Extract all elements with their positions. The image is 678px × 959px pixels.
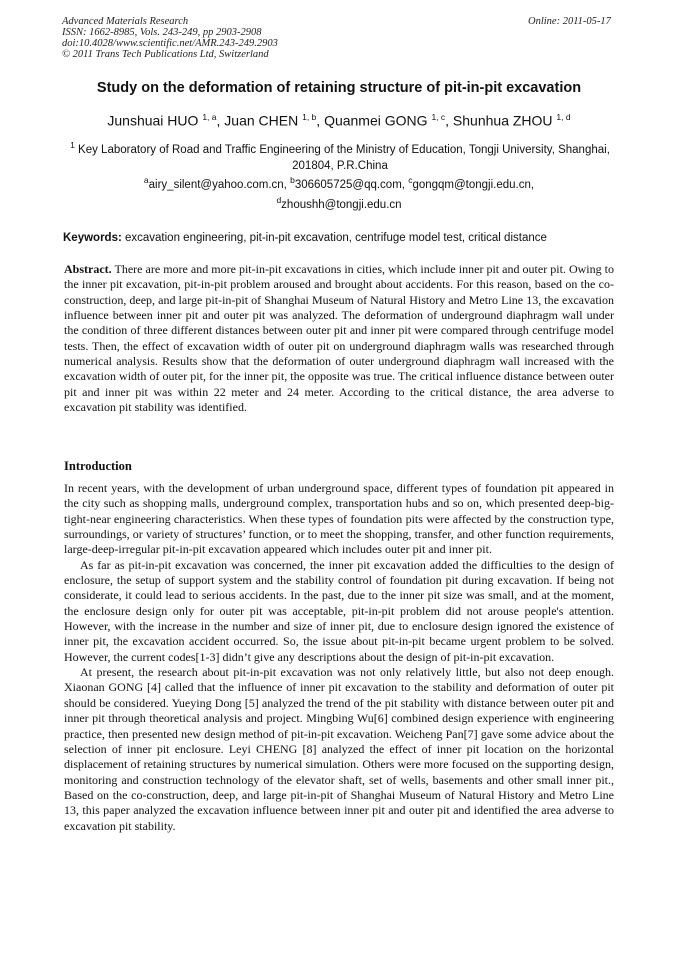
issn-line: ISSN: 1662-8985, Vols. 243-249, pp 2903-2908 — [62, 27, 262, 38]
abstract-text: There are more and more pit-in-pit excavations in cities, which include inner pit and outer pit. Owing to the inner pit excavation, pit-in-pit problem aroused and brought about accidents. For this reason, based on the co-construction, deep, and large pit-in-pit of Shanghai Museum of Natural History and Metro Line 13, the excavation influence between inner pit and outer pit was analyzed. The deformation of underground diaphragm wall under the condition of three different distances between outer pit and inner pit were compared through centrifuge model tests. Then, the effect of excavation width of outer pit on underground diaphragm walls was researched through numerical analysis. Results show that the deformation of outer underground diaphragm wall increased with the excavation width of outer pit, for the inner pit, the opposite was true. The critical influence distance between outer pit and inner pit was within 22 meter and 24 meter. According to the critical distance, the area adverse to excavation pit stability was identified. — [64, 262, 614, 415]
email-sup: b — [290, 175, 295, 185]
affiliation — [66, 137, 614, 175]
copyright-line: © 2011 Trans Tech Publications Ltd, Switzerland — [62, 49, 269, 60]
email-c: gongqm@tongji.edu.cn, — [412, 178, 535, 191]
email-d: zhoushh@tongji.edu.cn — [281, 198, 402, 211]
keywords — [63, 232, 547, 244]
paper-title: Study on the deformation of retaining structure of pit-in-pit excavation — [96, 80, 582, 96]
keywords-label: Keywords: — [63, 232, 122, 244]
affiliation-sup: 1 — [70, 140, 75, 150]
author-sup: 1, a — [202, 112, 217, 122]
author-name: Shunhua ZHOU — [452, 112, 553, 129]
email-line-1 — [0, 175, 678, 191]
email-a: airy_silent@yahoo.com.cn, — [148, 178, 287, 191]
introduction-body — [64, 481, 614, 834]
author-sup: 1, c — [431, 112, 446, 122]
abstract-label: Abstract. — [64, 262, 112, 276]
journal-name: Advanced Materials Research — [62, 16, 189, 27]
email-b: 306605725@qq.com, — [294, 178, 405, 191]
author-name: Juan CHEN — [224, 112, 299, 129]
abstract — [64, 262, 614, 415]
author-sup: 1, b — [302, 112, 317, 122]
online-date: Online: 2011-05-17 — [528, 16, 611, 27]
email-sup: c — [408, 175, 413, 185]
author-list: Junshuai HUO $^{1, a}$, Juan CHEN $^{1, b}$, Quanmei GONG $^{1, c}$, Shunhua ZHOU $^{1, d}$ — [107, 112, 571, 129]
introduction-heading: Introduction — [64, 459, 132, 473]
affiliation-text: Key Laboratory of Road and Traffic Engineering of the Ministry of Education, Tongji University, Shanghai, 201804, P.R.China — [78, 143, 610, 173]
author-name: Quanmei GONG — [324, 112, 428, 129]
intro-paragraph: As far as pit-in-pit excavation was concerned, the inner pit excavation added the difficulties to the design of enclosure, the setup of support system and the stability control of foundation pit during excavation. If being not considerate, it could lead to serious accidents. In the past, due to the inner pit size was small, and at the moment, the enclosure design only for outer pit was acceptable, pit-in-pit problem did not arouse people's attention. However, with the increase in the number and size of inner pit, due to enclosure design ignored the existence of inner pit, the excavation accident occurred. So, the issue about pit-in-pit became urgent problem to be solved. However, the current codes[1-3] didn’t give any descriptions about the design of pit-in-pit excavation. — [64, 557, 614, 664]
author-sup: 1, d — [556, 112, 571, 122]
author-name: Junshuai HUO — [107, 112, 199, 129]
email-sup: d — [276, 195, 282, 205]
doi-line: doi:10.4028/www.scientific.net/AMR.243-249.2903 — [62, 38, 278, 49]
intro-paragraph: At present, the research about pit-in-pit excavation was not only relatively little, but also not deep enough. Xiaonan GONG [4] called that the influence of inner pit excavation to the stability and deformation of outer pit should be considered. Yueying Dong [5] analyzed the trend of the pit stability with distance between outer pit and inner pit through theoretical analysis and project. Mingbing Wu[6] combined design experience with engineering practice, then presented new design method of pit-in-pit excavation. Weicheng Pan[7] gave some advice about the selection of inner pit enclosure. Leyi CHENG [8] analyzed the effect of inner pit location on the horizontal displacement of retaining structures by numerical simulation. Others were more focused on the supporting design, monitoring and construction technology of the elevator shaft, set of wells, basements and other small inner pit., Based on the co-construction, deep, and large pit-in-pit of Shanghai Museum of Natural History and Metro Line 13, this paper analyzed the excavation influence between inner pit and outer pit and identified the area adverse to excavation pit stability. — [64, 665, 614, 833]
email-line-2 — [0, 195, 678, 211]
intro-paragraph: In recent years, with the development of urban underground space, different types of foundation pit appeared in the city such as shopping malls, underground complex, transportation hubs and so on, which presented deep-big-tight-near engineering characteristics. When these types of foundation pits were affected by the construction type, surroundings, or variety of structures’ function, or to meet the shopping, transfer, and other function requirements, large-deep-irregular pit-in-pit excavation appeared which includes outer pit and inner pit. — [64, 481, 614, 557]
email-sup: a — [143, 175, 149, 185]
keywords-text: excavation engineering, pit-in-pit excavation, centrifuge model test, critical distance — [125, 232, 547, 244]
